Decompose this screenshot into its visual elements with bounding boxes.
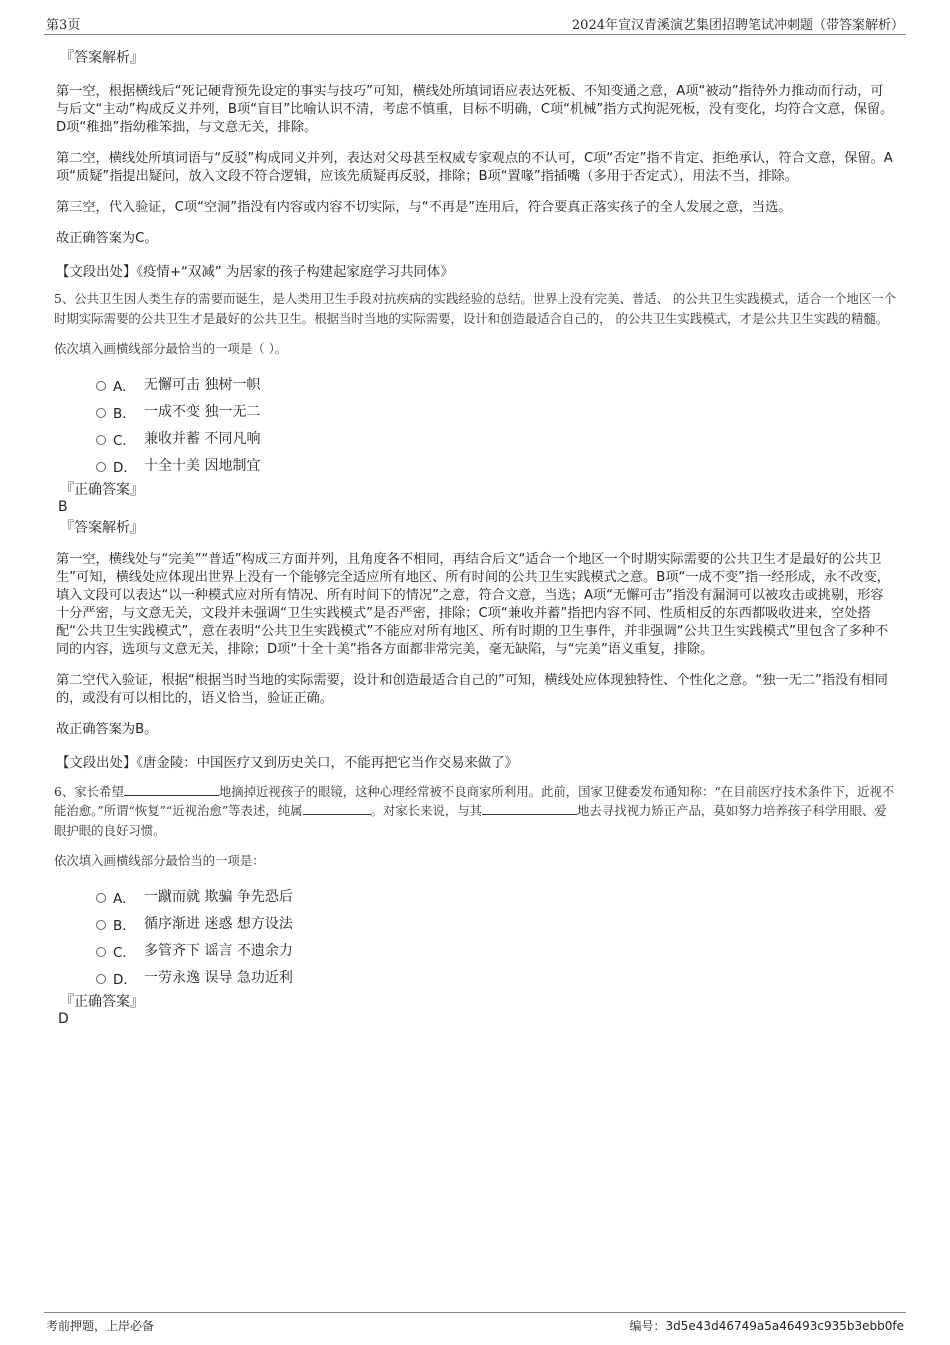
option-text: 一蹴而就 欺骗 争先恐后	[144, 888, 293, 905]
conclusion: 故正确答案为B。	[56, 721, 158, 737]
correct-answer-label: 『正确答案』	[60, 481, 144, 498]
stem-text: 地去寻找视力矫正产品，莫如努力培养孩子科学用眼、爱眼护眼的良好习惯。	[54, 803, 887, 838]
blank-line	[124, 783, 219, 796]
source-citation: 【文段出处】《疫情+“双减” 为居家的孩子构建起家庭学习共同体》	[56, 265, 454, 280]
option-letter: B．	[113, 917, 136, 934]
analysis-paragraph: 第一空，根据横线后“死记硬背预先设定的事实与技巧”可知，横线处所填词语应表达死板、不知变通之意，A项“被动”指待外力推动而行动，可与后文“主动”构成反义并列，B项“盲目”比喻认识不清，考虑不慎重，目标不明确，C项“机械”指方式拘泥死板，没有变化，均符合文意，保留。D项“稚拙”指幼稚笨拙，与文意无关，排除。	[56, 84, 894, 135]
radio-button[interactable]	[96, 974, 106, 984]
radio-button[interactable]	[96, 920, 106, 930]
document-title: 2024年宣汉青溪演艺集团招聘笔试冲刺题（带答案解析）	[571, 18, 904, 33]
question-prompt: 依次填入画横线部分最恰当的一项是：	[54, 853, 265, 868]
page-footer	[44, 1312, 906, 1335]
analysis-paragraph: 第二空，横线处所填词语与“反驳”构成同义并列，表达对父母甚至权威专家观点的不认可，C项“否定”指不肯定、拒绝承认，符合文意，保留。A项“质疑”指提出疑问，放入文段不符合逻辑，应该先质疑再反驳，排除；B项“置喙”指插嘴（多用于否定式），用法不当，排除。	[56, 151, 893, 184]
option-letter: C．	[113, 432, 136, 449]
option-text: 十全十美 因地制宜	[144, 457, 261, 474]
option-text: 一成不变 独一无二	[144, 403, 261, 420]
analysis-label: 『答案解析』	[60, 50, 144, 66]
page-content	[56, 44, 896, 1027]
conclusion: 故正确答案为C。	[56, 231, 158, 246]
answer-analysis-block	[56, 47, 896, 282]
analysis-label: 『答案解析』	[60, 519, 144, 536]
option-letter: C．	[113, 944, 136, 961]
blank-line	[303, 802, 371, 815]
code-label: 编号：	[629, 1319, 666, 1333]
option-letter: A．	[113, 378, 136, 395]
footer-slogan: 考前押题，上岸必备	[46, 1319, 155, 1333]
radio-button[interactable]	[96, 462, 106, 472]
option-text: 无懈可击 独树一帜	[144, 376, 261, 393]
radio-button[interactable]	[96, 435, 106, 445]
correct-answer: D	[58, 1010, 69, 1027]
analysis-paragraph: 第二空代入验证，根据“根据当时当地的实际需要，设计和创造最适合自己的”可知，横线处应体现独特性、个性化之意。“独一无二”指没有相同的，或没有可以相比的，语义恰当，验证正确。	[56, 672, 888, 706]
option-text: 一劳永逸 误导 急功近利	[144, 969, 293, 986]
stem-text: 地摘掉近视孩子的眼镜，这种心理经常被不良商家所利用。此前，国家卫健委发布通知称：“在目前医疗技术条件下，近视不能治愈。”所谓“恢复”“近视治愈”等表述，纯属	[54, 783, 895, 818]
question-stem	[54, 782, 896, 841]
correct-answer: B	[58, 498, 68, 515]
question-6	[56, 782, 896, 1027]
option-letter: D．	[113, 459, 137, 476]
stem-text: 6、家长希望	[54, 783, 124, 799]
source-citation: 【文段出处】《唐金陵：中国医疗又到历史关口，不能再把它当作交易来做了》	[56, 755, 518, 771]
radio-button[interactable]	[96, 381, 106, 391]
document-code	[630, 1317, 904, 1334]
option-c[interactable]	[96, 427, 896, 454]
option-letter: A．	[113, 890, 136, 907]
option-letter: D．	[113, 971, 137, 988]
options-list	[56, 373, 896, 481]
analysis-paragraph: 第一空，横线处与“完美”“普适”构成三方面并列，且角度各不相同，再结合后文“适合一个地区一个时期实际需要的公共卫生才是最好的公共卫生”可知，横线处应体现出世界上没有一个能够完全适应所有地区、所有时间的公共卫生实践模式之意。B项“一成不变”指一经形成，永不改变，填入文段可以表达“以一种模式应对所有情况、所有时间下的情况”之意，符合文意，当选；A项“无懈可击”指没有漏洞可以被攻击或挑剔，形容十分严密，与文意无关，文段并未强调“卫生实践模式”是否严密，排除；C项“兼收并蓄”指把内容不同、性质相反的东西都吸收进来，空处搭配“公共卫生实践模式”，意在表明“公共卫生实践模式”不能应对所有地区、所有时期的卫生事件，并非强调“公共卫生实践模式”里包含了多种不同的内容，选项与文意无关，排除；D项“十全十美”指各方面都非常完美，毫无缺陷，与“完美”语义重复，排除。	[56, 551, 890, 657]
options-list	[56, 885, 896, 993]
option-c[interactable]	[96, 939, 896, 966]
code-value: 3d5e43d46749a5a46493c935b3ebb0fe	[665, 1319, 904, 1333]
question-stem: 5、公共卫生因人类生存的需要而诞生，是人类用卫生手段对抗疾病的实践经验的总结。世界上没有完美、普适、 的公共卫生实践模式，适合一个地区一个时期实际需要的公共卫生才是最好的公共卫生。根据当时当地的实际需要，设计和创造最适合自己的， 的公共卫生实践模式，才是公共卫生实践的精髓。	[54, 291, 896, 326]
page-number: 第3页	[46, 18, 81, 33]
question-prompt: 依次填入画横线部分最恰当的一项是（ ）。	[54, 341, 288, 356]
option-d[interactable]	[96, 966, 896, 993]
option-d[interactable]	[96, 454, 896, 481]
option-letter: B．	[113, 405, 136, 422]
page-header	[44, 12, 906, 35]
option-text: 循序渐进 迷惑 想方设法	[144, 915, 293, 932]
option-text: 多管齐下 谣言 不遗余力	[144, 942, 293, 959]
question-5	[56, 289, 896, 773]
radio-button[interactable]	[96, 893, 106, 903]
option-a[interactable]	[96, 885, 896, 912]
correct-answer-label: 『正确答案』	[60, 993, 144, 1010]
option-b[interactable]	[96, 912, 896, 939]
option-b[interactable]	[96, 400, 896, 427]
radio-button[interactable]	[96, 408, 106, 418]
analysis-paragraph: 第三空，代入验证，C项“空洞”指没有内容或内容不切实际，与“不再是”连用后，符合要真正落实孩子的全人发展之意，当选。	[56, 200, 792, 215]
blank-line	[482, 802, 577, 815]
option-a[interactable]	[96, 373, 896, 400]
radio-button[interactable]	[96, 947, 106, 957]
stem-text: 。对家长来说，与其	[370, 803, 483, 818]
option-text: 兼收并蓄 不同凡响	[144, 430, 261, 447]
